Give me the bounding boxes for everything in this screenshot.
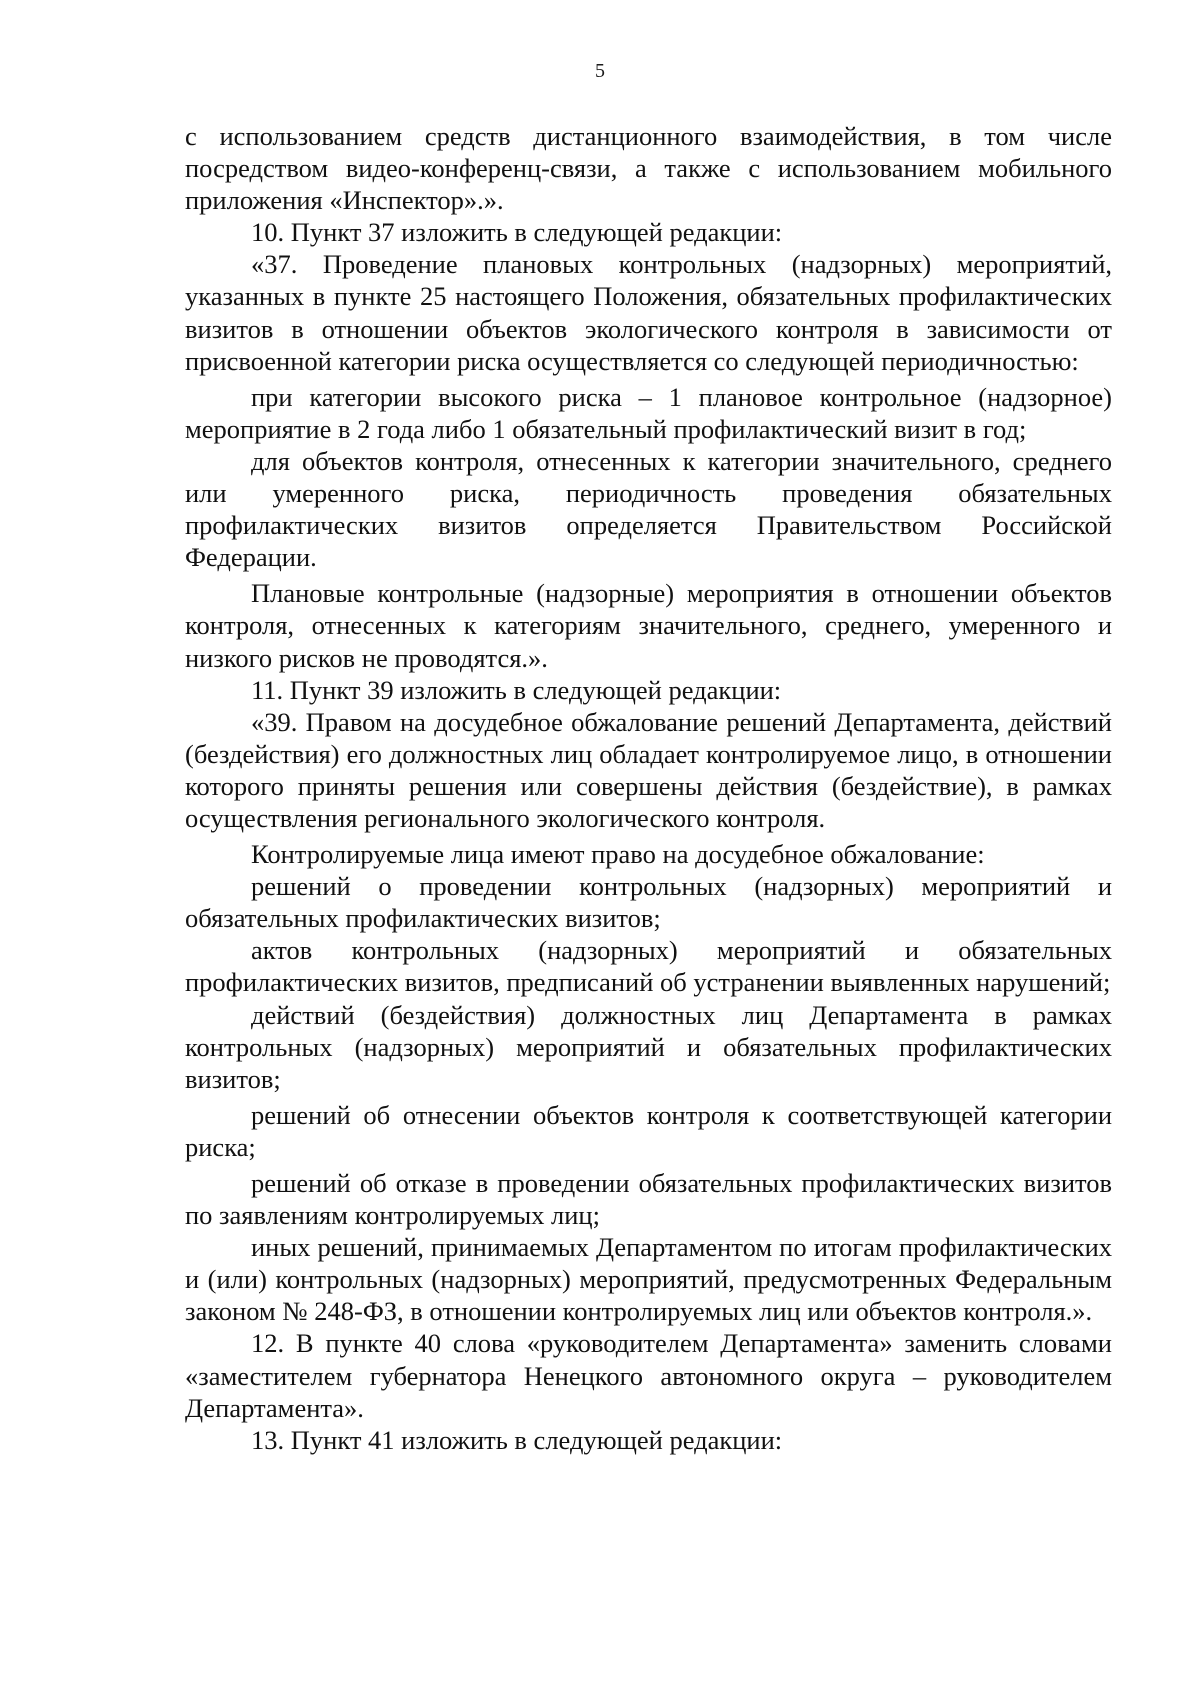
paragraph-appeal-refusal: решений об отказе в проведении обязательных профилактических визитов по заявлениям контролируемых лиц; [185, 1168, 1112, 1231]
page-number: 5 [595, 60, 605, 82]
paragraph-high-risk: при категории высокого риска – 1 плановое контрольное (надзорное) мероприятие в 2 года либо 1 обязательный профилактический визит в год; [185, 381, 1112, 444]
paragraph-appeal-risk-category: решений об отнесении объектов контроля к соответствующей категории риска; [185, 1099, 1112, 1162]
paragraph-planned-measures: Плановые контрольные (надзорные) мероприятия в отношении объектов контроля, отнесенных к категориям значительного, среднего, умеренного и низкого рисков не проводятся.». [185, 578, 1112, 673]
paragraph-item-11: 11. Пункт 39 изложить в следующей редакции: [251, 674, 782, 705]
paragraph-item-12: 12. В пункте 40 слова «руководителем Департамента» заменить словами «заместителем губернатора Ненецкого автономного округа – руководителем Департамента». [185, 1328, 1112, 1423]
paragraph-appeal-other: иных решений, принимаемых Департаментом по итогам профилактических и (или) контрольных (надзорных) мероприятий, предусмотренных Федеральным законом № 248-ФЗ, в отношении контролируемых лиц или объектов контроля.». [185, 1232, 1112, 1327]
paragraph-appeal-right: Контролируемые лица имеют право на досудебное обжалование: [251, 839, 985, 870]
paragraph-item-13: 13. Пункт 41 изложить в следующей редакции: [251, 1424, 783, 1455]
paragraph-clause-39: «39. Правом на досудебное обжалование решений Департамента, действий (бездействия) его должностных лиц обладает контролируемое лицо, в отношении которого приняты решения или совершены действия (бездействие), в рамках осуществления регионального экологического контроля. [185, 706, 1112, 833]
paragraph-item-10: 10. Пункт 37 изложить в следующей редакции: [251, 217, 783, 248]
paragraph-other-risk: для объектов контроля, отнесенных к категории значительного, среднего или умеренного риска, периодичность проведения обязательных профилактических визитов определяется Правительством Российской Федерации. [185, 445, 1112, 573]
document-body [185, 120, 1112, 1456]
paragraph-appeal-decisions: решений о проведении контрольных (надзорных) мероприятий и обязательных профилактических визитов; [185, 871, 1112, 934]
paragraph-appeal-actions: действий (бездействия) должностных лиц Департамента в рамках контрольных (надзорных) мероприятий и обязательных профилактических визитов; [185, 999, 1112, 1094]
paragraph-appeal-acts: актов контрольных (надзорных) мероприятий и обязательных профилактических визитов, предписаний об устранении выявленных нарушений; [185, 935, 1112, 998]
paragraph-clause-37: «37. Проведение плановых контрольных (надзорных) мероприятий, указанных в пункте 25 настоящего Положения, обязательных профилактических визитов в отношении объектов экологического контроля в зависимости от присвоенной категории риска осуществляется со следующей периодичностью: [185, 249, 1112, 376]
paragraph-continuation: с использованием средств дистанционного взаимодействия, в том числе посредством видео-конференц-связи, а также с использованием мобильного приложения «Инспектор».». [185, 121, 1112, 216]
